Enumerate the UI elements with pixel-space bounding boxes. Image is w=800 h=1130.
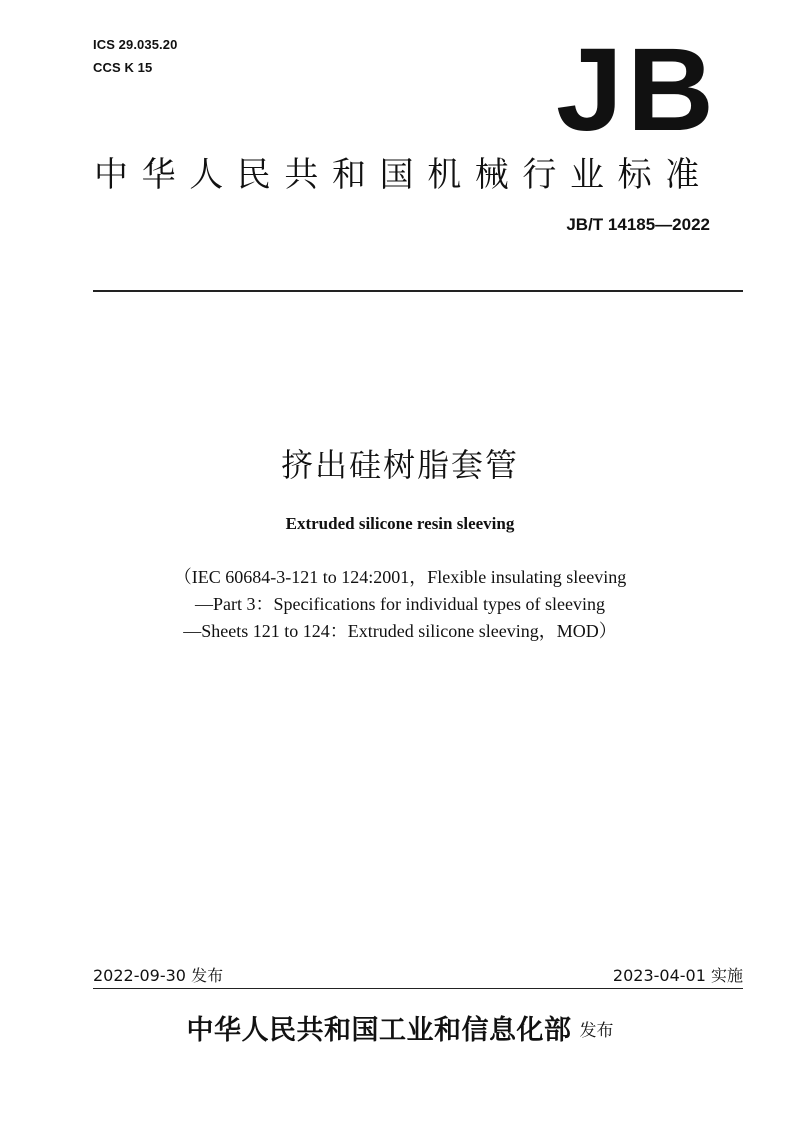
- reference-line-2: —Part 3：Specifications for individual types of sleeving: [195, 594, 605, 614]
- publisher-action: 发布: [579, 1021, 614, 1041]
- ccs-code: CCS K 15: [93, 60, 153, 75]
- publisher-name: 中华人民共和国工业和信息化部: [186, 1015, 572, 1046]
- reference-line-3: —Sheets 121 to 124：Extruded silicone sleeving，MOD）: [183, 621, 617, 641]
- reference-line-1: （IEC 60684-3-121 to 124:2001，Flexible insulating sleeving: [173, 567, 627, 587]
- issue-date: 2022-09-30 发布: [93, 966, 224, 985]
- english-title: Extruded silicone resin sleeving: [285, 514, 515, 533]
- standard-category-title: 中华人民共和国机械行业标准: [94, 155, 713, 195]
- footer-divider: [93, 988, 743, 989]
- publisher: [0, 1008, 800, 1047]
- ics-code: ICS 29.035.20: [93, 37, 178, 52]
- header-divider: [93, 290, 743, 292]
- implementation-date: 2023-04-01 实施: [612, 966, 743, 985]
- chinese-title: 挤出硅树脂套管: [280, 446, 519, 484]
- jb-logo: JB: [556, 24, 719, 156]
- standard-number: JB/T 14185—2022: [566, 215, 710, 234]
